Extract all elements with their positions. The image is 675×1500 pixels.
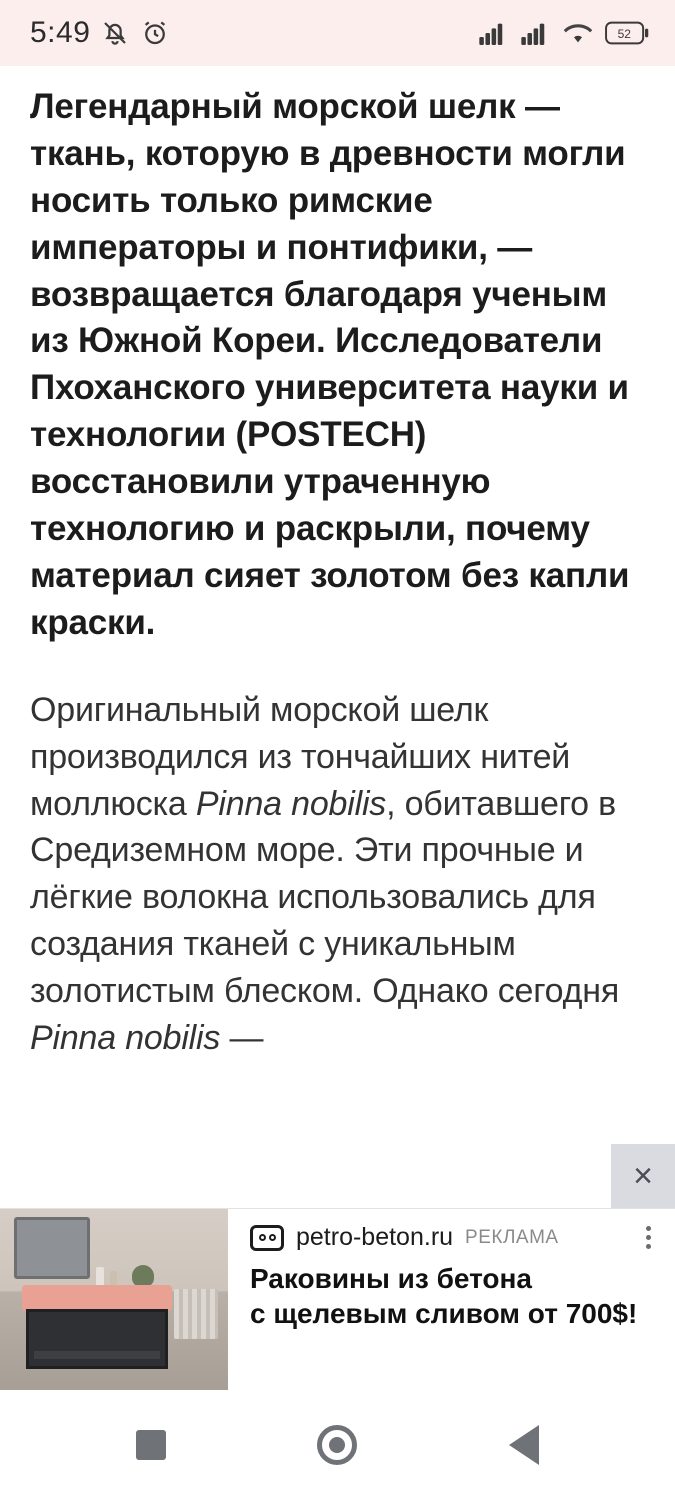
ad-title[interactable] xyxy=(250,1262,657,1331)
advertiser-logo-icon xyxy=(250,1225,284,1251)
signal-bars-icon xyxy=(521,21,551,45)
svg-text:52: 52 xyxy=(617,26,631,41)
species-name-italic: Pinna nobilis xyxy=(30,1019,221,1058)
ad-title-line-2: с щелевым сливом от 700$! xyxy=(250,1297,638,1329)
system-navigation-bar xyxy=(0,1390,675,1500)
alarm-clock-icon xyxy=(140,18,170,48)
ad-options-icon[interactable] xyxy=(635,1223,661,1251)
wifi-icon xyxy=(563,21,593,45)
ad-close-button[interactable] xyxy=(611,1144,675,1208)
back-icon[interactable] xyxy=(509,1425,539,1465)
battery-icon xyxy=(605,21,649,45)
ad-domain[interactable]: petro-beton.ru xyxy=(296,1223,454,1251)
ad-title-line-1: Раковины из бетона xyxy=(250,1263,532,1294)
signal-bars-icon xyxy=(479,21,509,45)
article-body-paragraph xyxy=(30,687,645,1062)
mute-bell-icon xyxy=(100,18,130,48)
status-bar-left xyxy=(30,16,170,50)
status-bar-right xyxy=(479,21,649,45)
home-icon[interactable] xyxy=(317,1425,357,1465)
article-lead-paragraph: Легендарный морской шелк — ткань, которую в древности могли носить только римские императоры и понтифики, — возвращается благодаря ученым из Южной Кореи. Исследователи Пхоханского университета науки и технологии (POSTECH) восстановили утраченную технологию и раскрыли, почему материал сияет золотом без капли краски. xyxy=(30,87,630,642)
recent-apps-icon[interactable] xyxy=(136,1430,166,1460)
ad-body[interactable] xyxy=(228,1209,675,1390)
body-text-part-2: , обитавшего в Средиземном море. Эти прочные и лёгкие волокна использовались для создания тканей с уникальным золотистым блеском. Однако сегодня xyxy=(30,784,620,1011)
ad-banner[interactable] xyxy=(0,1208,675,1390)
ad-label: РЕКЛАМА xyxy=(465,1226,559,1248)
status-bar xyxy=(0,0,675,66)
ad-image[interactable] xyxy=(0,1209,228,1390)
ad-header xyxy=(250,1223,657,1252)
status-time: 5:49 xyxy=(30,16,91,49)
article-content[interactable] xyxy=(0,66,675,1390)
species-name-italic: Pinna nobilis xyxy=(195,784,387,823)
body-text-part-1: Оригинальный морской шелк производился из тончайших нитей моллюска xyxy=(30,690,571,823)
body-text-part-3: — xyxy=(220,1019,264,1058)
close-icon: × xyxy=(633,1157,653,1195)
